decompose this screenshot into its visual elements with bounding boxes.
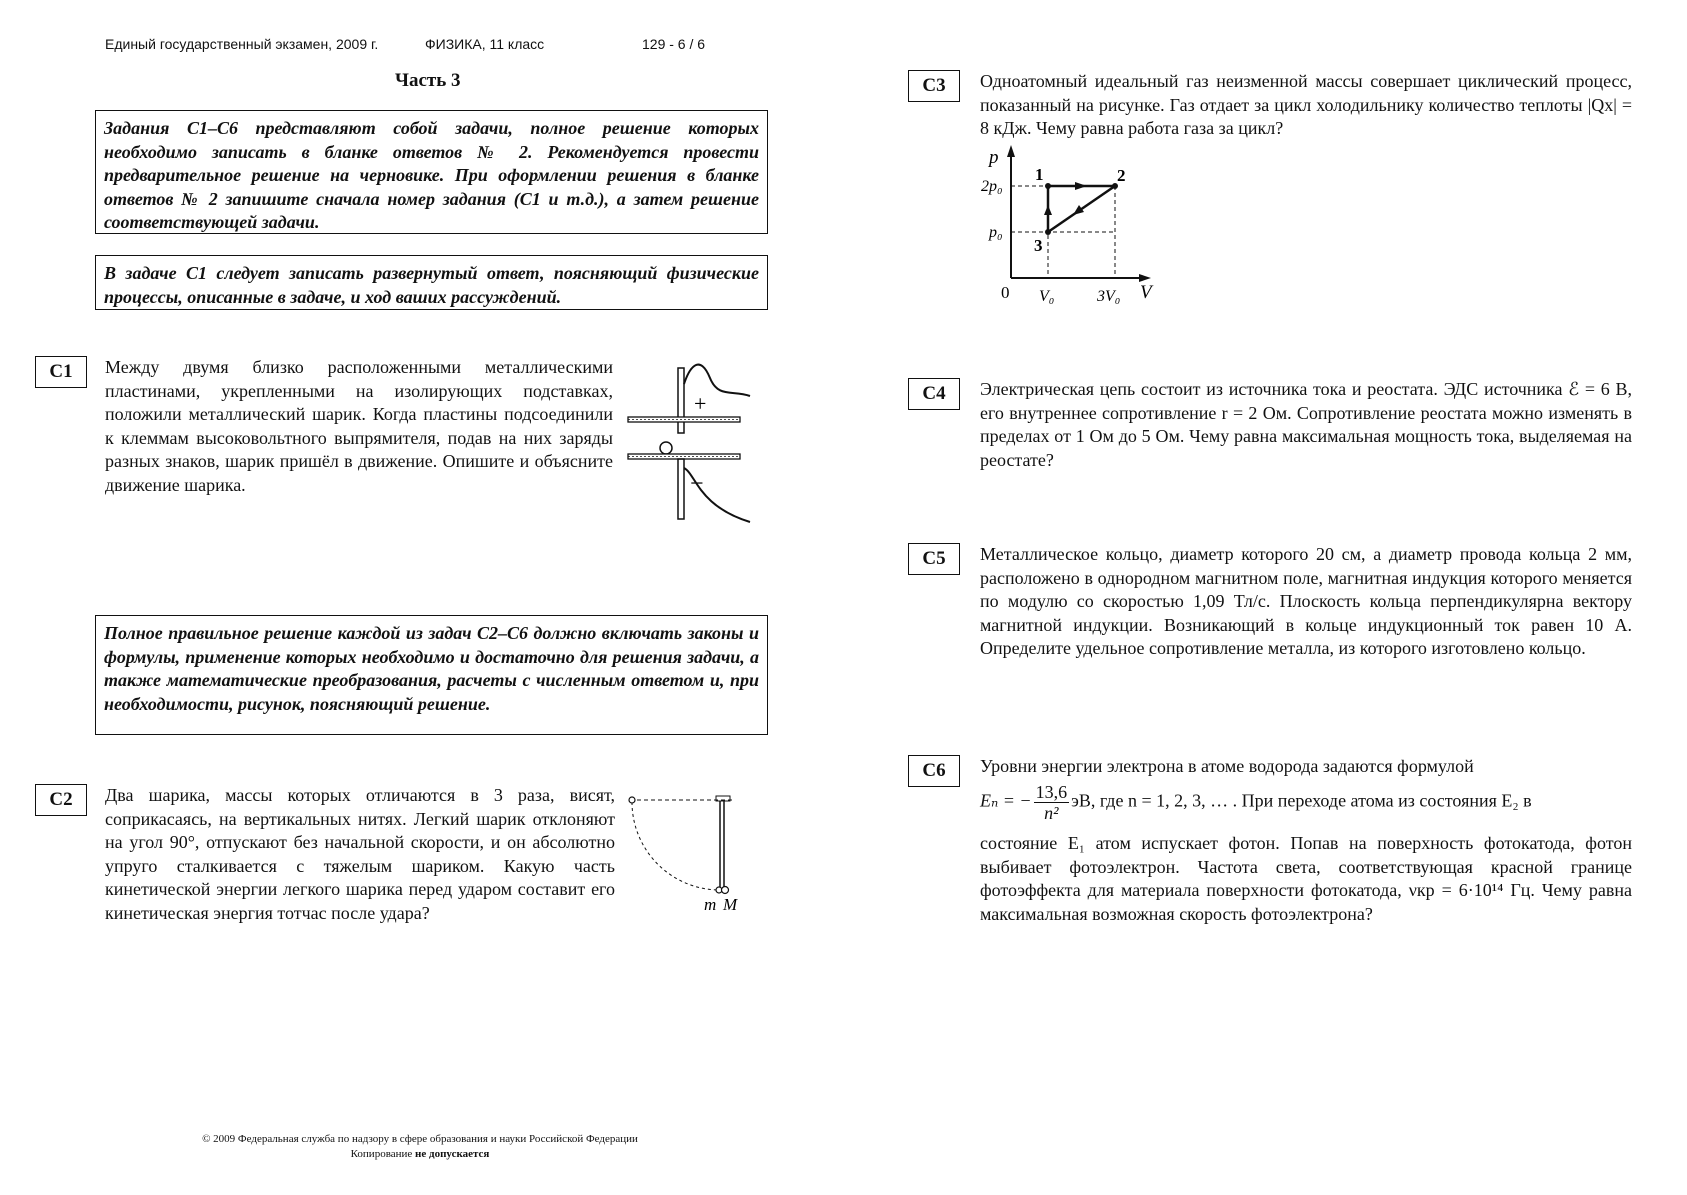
copy-note: Копирование не допускается <box>350 1148 490 1160</box>
heavy-ball <box>722 887 729 894</box>
task-label-c6: С6 <box>908 755 960 787</box>
v-tick-3v0: 3V₀ <box>1097 288 1121 305</box>
task-label-c1: С1 <box>35 356 87 388</box>
point-3-label: 3 <box>1034 236 1043 255</box>
page-number: 129 - 6 / 6 <box>642 36 706 52</box>
task-text-c6-rest: состояние E₁ атом испускает фотон. Попав на поверхность фотокатода, фотон выбивает фотоэлектрон. Частота света, соответствующая красной границе фотоэффекта для материала поверхности фотокатода, νкр = 6·10¹⁴ Гц. Чему равна максимальная возможная скорость фотоэлектрона? <box>980 833 1632 924</box>
task-label-c4: С4 <box>908 378 960 410</box>
copy-forbidden: не допускается <box>415 1148 490 1160</box>
task-text-c5: Металлическое кольцо, диаметр которого 20 см, а диаметр провода кольца 2 мм, расположено в однородном магнитном поле, магнитная индукция которого меняется по модулю со скоростью 1,09 Тл/с. Плоскость кольца перпендикулярна вектору магнитной индукции. Возникающий в кольце индукционный ток равен 10 А. Определите удельное сопротивление металла, из которого изготовлено кольцо. <box>980 544 1632 659</box>
exam-title: Единый государственный экзамен, 2009 г. <box>105 36 379 52</box>
metal-ball <box>660 442 672 454</box>
origin-label: 0 <box>1001 283 1010 302</box>
upper-stand <box>678 368 684 433</box>
point-2-label: 2 <box>1117 166 1126 185</box>
plus-sign: + <box>694 391 707 416</box>
task-label-c2: С2 <box>35 784 87 816</box>
minus-sign: − <box>690 471 704 497</box>
c1-note: В задаче С1 следует записать развернутый ответ, поясняющий физические процессы, описанные в задаче, и ход ваших рассуждений. <box>95 255 768 310</box>
copyright: © 2009 Федеральная служба по надзору в сфере образования и науки Российской Федерации <box>202 1133 638 1145</box>
intro-note: Задания С1–С6 представляют собой задачи, полное решение которых необходимо записать в бланке ответов № 2. Рекомендуется провести предварительное решение на черновике. При оформлении решения в бланке ответов № 2 запишите сначала номер задания (С1 и т.д.), а затем решение соответствующей задачи. <box>95 110 768 234</box>
c6-formula-line <box>980 782 1632 823</box>
task-text-c4: Электрическая цепь состоит из источника тока и реостата. ЭДС источника ℰ = 6 В, его внутреннее сопротивление r = 2 Ом. Сопротивление реостата можно изменять в пределах от 1 Ом до 5 Ом. Чему равна максимальная мощность тока, выделяемая на реостате? <box>980 379 1632 470</box>
v-axis-arrow <box>1139 274 1151 282</box>
task-text-c1: Между двумя близко расположенными металлическими пластинами, укрепленными на изолирующих подставках, положили металлический шарик. Когда пластины подсоединили к клеммам высоковольтного выпрямителя, подав на них заряды разных знаков, шарик пришёл в движение. Опишите и объясните движение шарика. <box>105 357 613 495</box>
light-ball-deflected <box>629 797 635 803</box>
mass-m-label: m <box>704 895 717 914</box>
capacitor-figure <box>620 356 770 526</box>
task-text-c6-line1: Уровни энергии электрона в атоме водорода задаются формулой <box>980 756 1474 776</box>
formula-denominator: n² <box>1044 803 1059 823</box>
subject-label: ФИЗИКА, 11 класс <box>425 36 545 52</box>
p-axis-label: p <box>989 147 999 168</box>
p-tick-2p0: 2p₀ <box>981 178 1003 195</box>
pendulum-figure <box>620 786 750 916</box>
v-axis-label: V <box>1140 282 1152 303</box>
footer <box>140 1132 700 1162</box>
p-axis-arrow <box>1007 145 1015 157</box>
formula-fraction <box>1034 782 1070 823</box>
formula-rest: эВ, где n = 1, 2, 3, … . При переходе атома из состояния E₂ в <box>1071 790 1532 811</box>
p-tick-p0: p₀ <box>989 224 1003 241</box>
lower-stand <box>678 459 684 519</box>
mass-M-label: M <box>723 895 738 914</box>
task-label-c5: С5 <box>908 543 960 575</box>
swing-arc <box>632 802 718 890</box>
c2c6-note: Полное правильное решение каждой из задач С2–С6 должно включать законы и формулы, применение которых необходимо и достаточно для решения задачи, а также математические преобразования, расчеты с численным ответом и, при необходимости, рисунок, поясняющий решение. <box>95 615 768 735</box>
formula-lhs: Eₙ = − <box>980 790 1032 811</box>
point-1-label: 1 <box>1035 165 1044 184</box>
task-label-c3: С3 <box>908 70 960 102</box>
task-text-c2: Два шарика, массы которых отличаются в 3 раза, висят, соприкасаясь, на вертикальных нитях. Легкий шарик отклоняют на угол 90°, отпускают без начальной скорости, и он абсолютно упруго сталкивается с тяжелым шариком. Какую часть кинетической энергии легкого шарика перед ударом составит его кинетическая энергия тотчас после удара? <box>105 785 615 923</box>
v-tick-v0: V₀ <box>1039 288 1055 305</box>
formula-numerator: 13,6 <box>1035 782 1068 802</box>
task-text-c3: Одноатомный идеальный газ неизменной массы совершает циклический процесс, показанный на рисунке. Газ отдает за цикл холодильнику количество теплоты |Qх| = 8 кДж. Чему равна работа газа за цикл? <box>980 71 1632 139</box>
pv-diagram <box>975 143 1160 313</box>
part-title: Часть 3 <box>395 70 461 91</box>
